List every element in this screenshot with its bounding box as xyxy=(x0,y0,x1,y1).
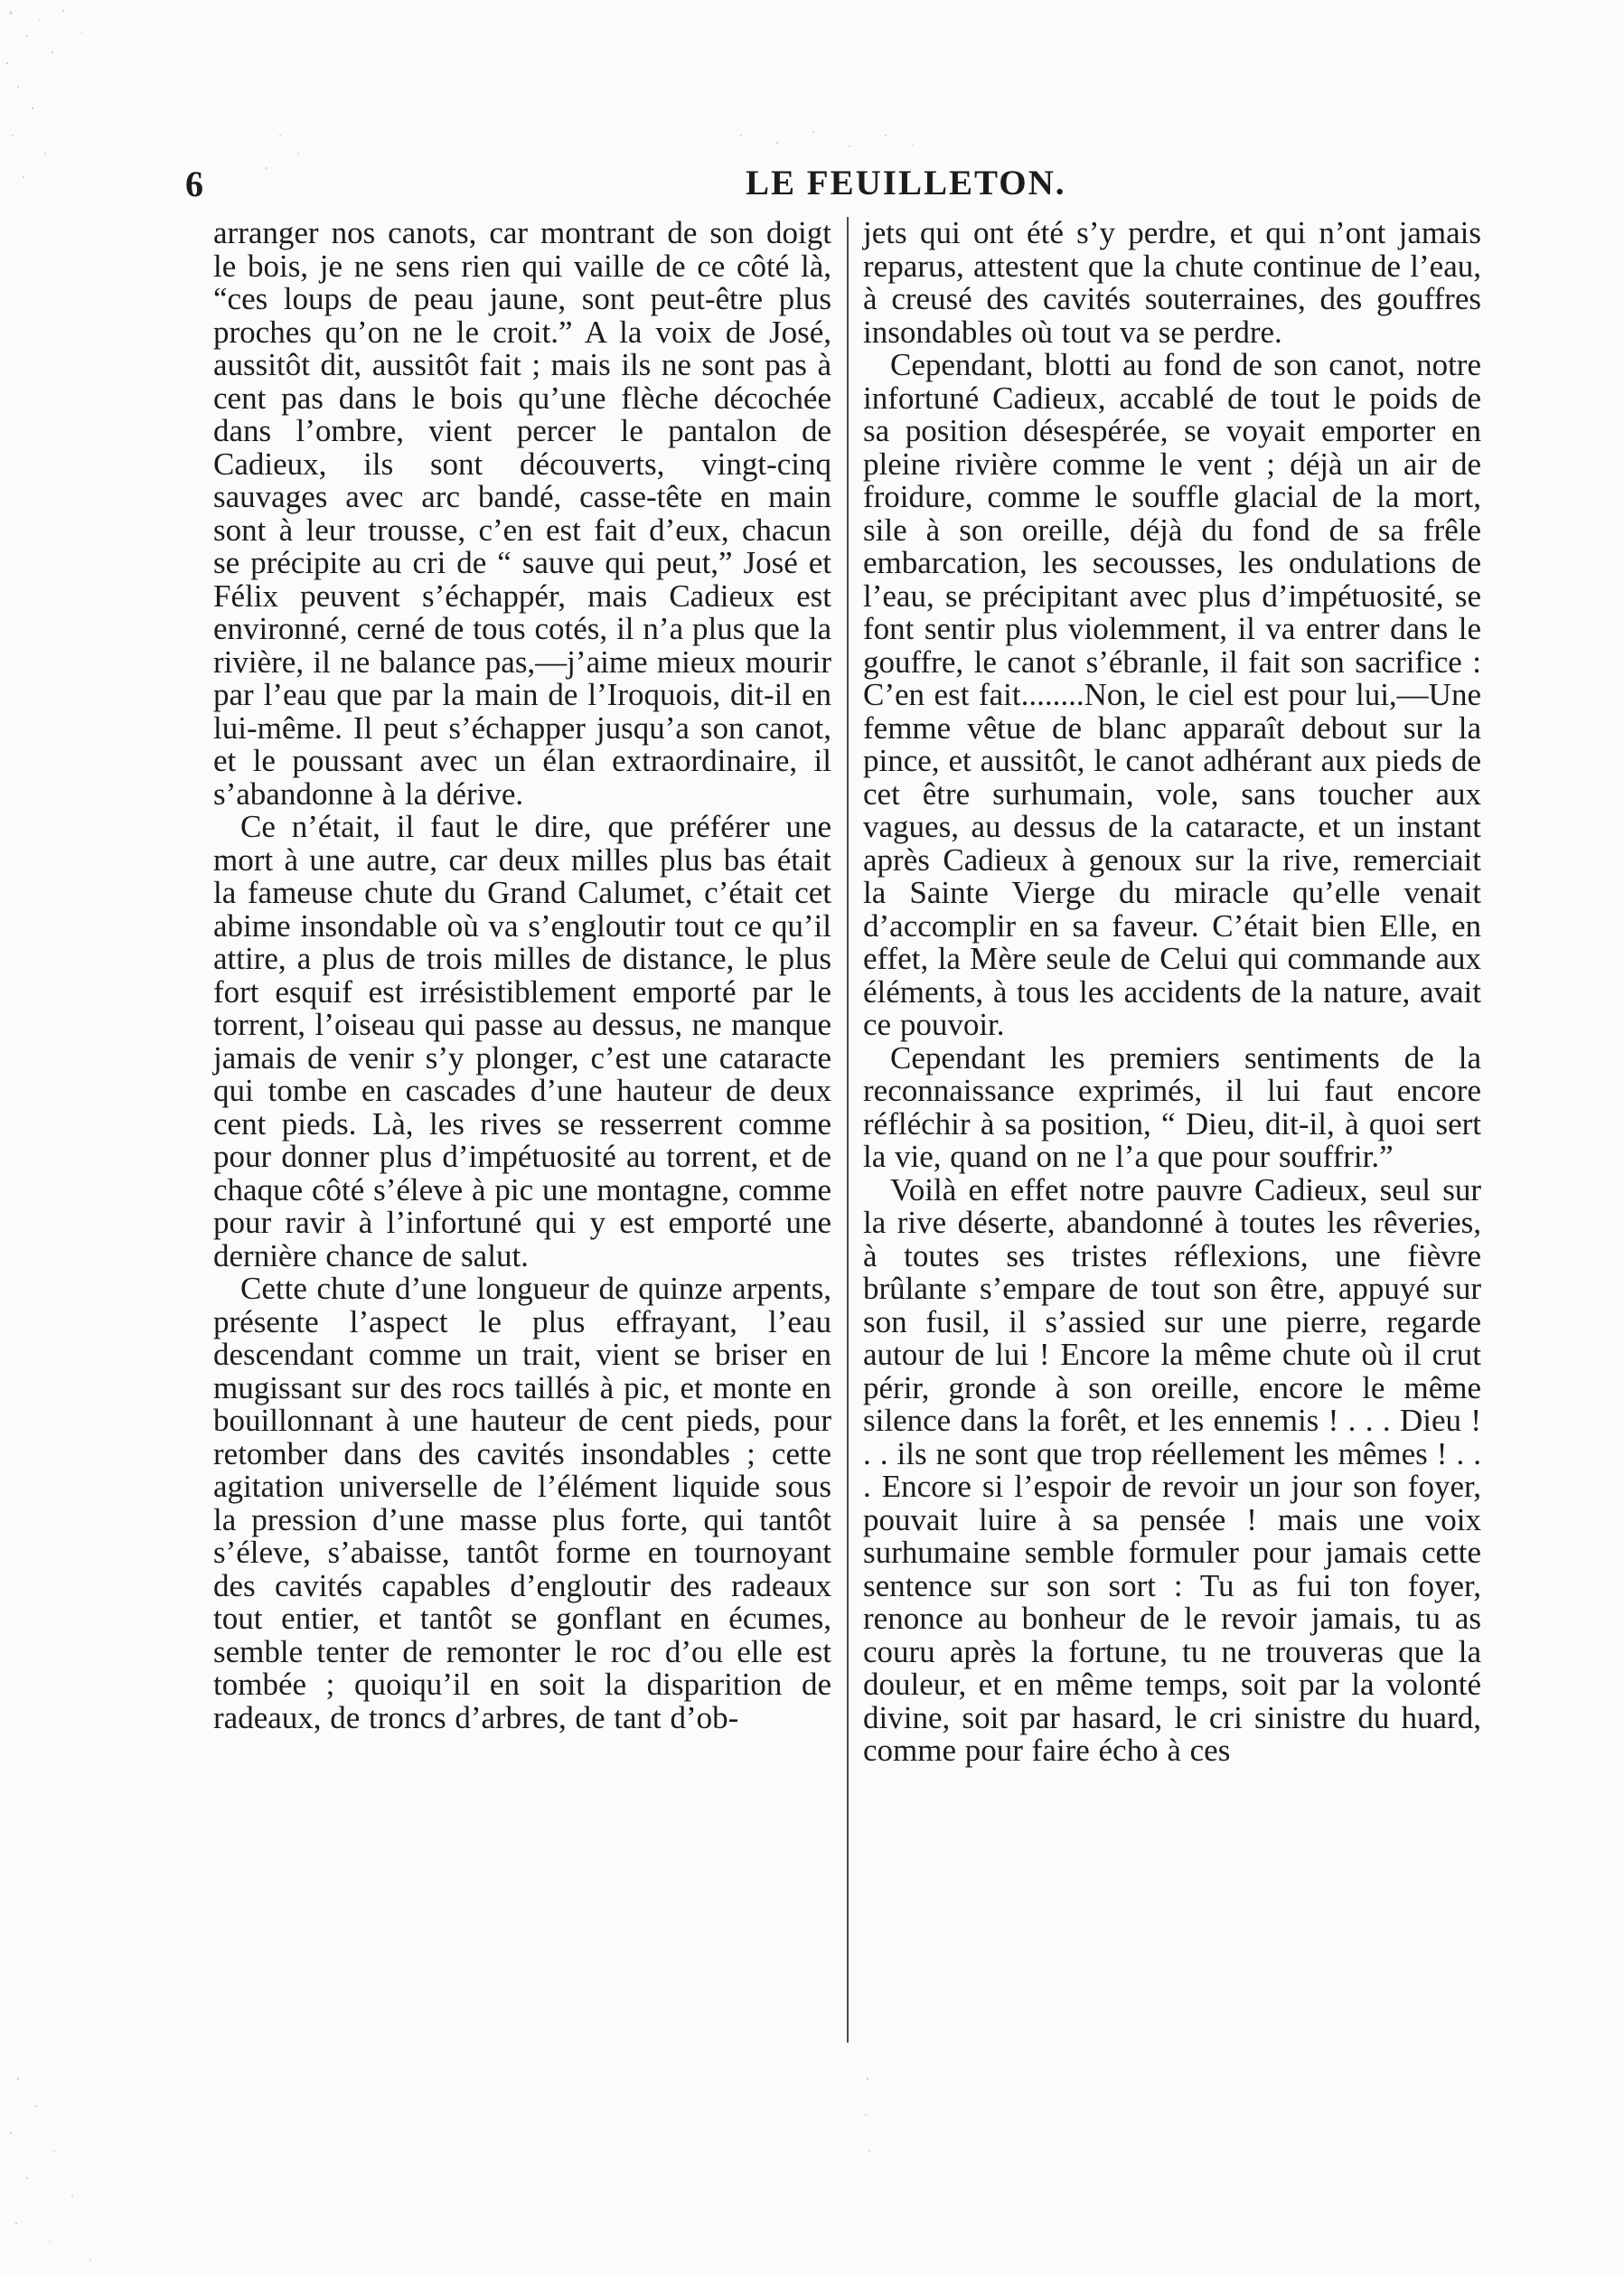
paragraph: Cependant les premiers sentiments de la reconnaissance exprimés, il lui faut encore réfléchir à sa position, “ Dieu, dit-il, à quoi sert la vie, quand on ne l’a que pour souffrir.” xyxy=(863,1039,1481,1174)
paragraph: Ce n’était, il faut le dire, que préférer une mort à une autre, car deux milles plus bas était la fameuse chute du Grand Calumet, c’était cet abime insondable où va s’engloutir tout ce qu’il attire, a plus de trois milles de distance, le plus fort esquif est irrésistiblement emporté par le torrent, l’oiseau qui passe au dessus, ne manque jamais de venir s’y plonger, c’est une cataracte qui tombe en cascades d’une hauteur de deux cent pieds. Là, les rives se resserrent comme pour donner plus d’impétuosité au torrent, et de chaque côté s’éleve à pic une montagne, comme pour ravir à l’infortuné qui y est emporté une dernière chance de salut. xyxy=(213,809,831,1273)
column-divider xyxy=(847,217,849,2043)
page-header xyxy=(185,155,1514,211)
paragraph: Voilà en effet notre pauvre Cadieux, seul sur la rive déserte, abandonné à toutes les rêveries, à toutes ses tristes réflexions, une fièvre brûlante s’empare de tout son être, appuyé sur son fusil, il s’assied sur une pierre, regarde autour de lui ! Encore la même chute où il crut périr, gronde à son oreille, encore le même silence dans la forêt, et les ennemis ! . . . Dieu ! . . ils ne sont que trop réellement les mêmes ! . . . Encore si l’espoir de revoir un jour son foyer, pouvait luire à sa pensée ! mais une voix surhumaine semble formuler pour jamais cette sentence sur son sort : Tu as fui ton foyer, renonce au bonheur de le revoir jamais, tu as couru après la fortune, tu ne trouveras que la douleur, et en même temps, soit par la volonté divine, soit par hasard, le cri sinistre du huard, comme pour faire écho à ces xyxy=(863,1171,1481,1768)
paragraph: arranger nos canots, car montrant de son doigt le bois, je ne sens rien qui vaille de ce côté là, “ces loups de peau jaune, sont peut-être plus proches qu’on ne le croit.” A la voix de José, aussitôt dit, aussitôt fait ; mais ils ne sont pas à cent pas dans le bois qu’une flèche décochée dans l’ombre, vient percer le pantalon de Cadieux, ils sont découverts, vingt-cinq sauvages avec arc bandé, casse-tête en main sont à leur trousse, c’en est fait d’eux, chacun se précipite au cri de “ sauve qui peut,” José et Félix peuvent s’échappér, mais Cadieux est environné, cerné de tous cotés, il n’a plus que la rivière, il ne balance pas,—j’aime mieux mourir par l’eau que par la main de l’Iroquois, dit-il en lui-même. Il peut s’échapper jusqu’a son canot, et le poussant avec un élan extraordinaire, il s’abandonne à la dérive. xyxy=(213,215,831,812)
paragraph: Cette chute d’une longueur de quinze arpents, présente l’aspect le plus effrayant, l’eau descendant comme un trait, vient se briser en mugissant sur des rocs taillés à pic, et monte en bouillonnant à une hauteur de cent pieds, pour retomber dans des cavités insondables ; cette agitation universelle de l’élément liquide sous la pression d’une masse plus forte, qui tantôt s’éleve, s’abaisse, tantôt forme en tournoyant des cavités capables d’engloutir des radeaux tout entier, et tantôt se gonflant en écumes, semble tenter de remonter le roc d’ou elle est tombée ; quoiqu’il en soit la disparition de radeaux, de troncs d’arbres, de tant d’ob- xyxy=(213,1271,831,1735)
running-title: LE FEUILLETON. xyxy=(746,164,1066,202)
right-text-column xyxy=(863,217,1481,1768)
paragraph: Cependant, blotti au fond de son canot, notre infortuné Cadieux, accablé de tout le poids de sa position désespérée, se voyait emporter en pleine rivière comme le vent ; déjà un air de froidure, comme le souffle glacial de la mort, sile à son oreille, déjà du fond de sa frêle embarcation, les secousses, les ondulations de l’eau, se précipitant avec plus d’impétuosité, se font sentir plus violemment, il va entrer dans le gouffre, le canot s’ébranle, il fait son sacrifice : C’en est fait........Non, le ciel est pour lui,—Une femme vêtue de blanc apparaît debout sur la pince, et aussitôt, le canot adhérant aux pieds de cet être surhumain, vole, sans toucher aux vagues, au dessus de la cataracte, et un instant après Cadieux à genoux sur la rive, remerciait la Sainte Vierge du miracle qu’elle venait d’accomplir en sa faveur. C’était bien Elle, en effet, la Mère seule de Celui qui commande aux éléments, à tous les accidents de la nature, avait ce pouvoir. xyxy=(863,347,1481,1042)
page-number: 6 xyxy=(185,164,204,204)
left-text-column xyxy=(213,217,831,1734)
paragraph: jets qui ont été s’y perdre, et qui n’ont jamais reparus, attestent que la chute continue de l’eau, à creusé des cavités souterraines, des gouffres insondables où tout va se perdre. xyxy=(863,215,1481,350)
